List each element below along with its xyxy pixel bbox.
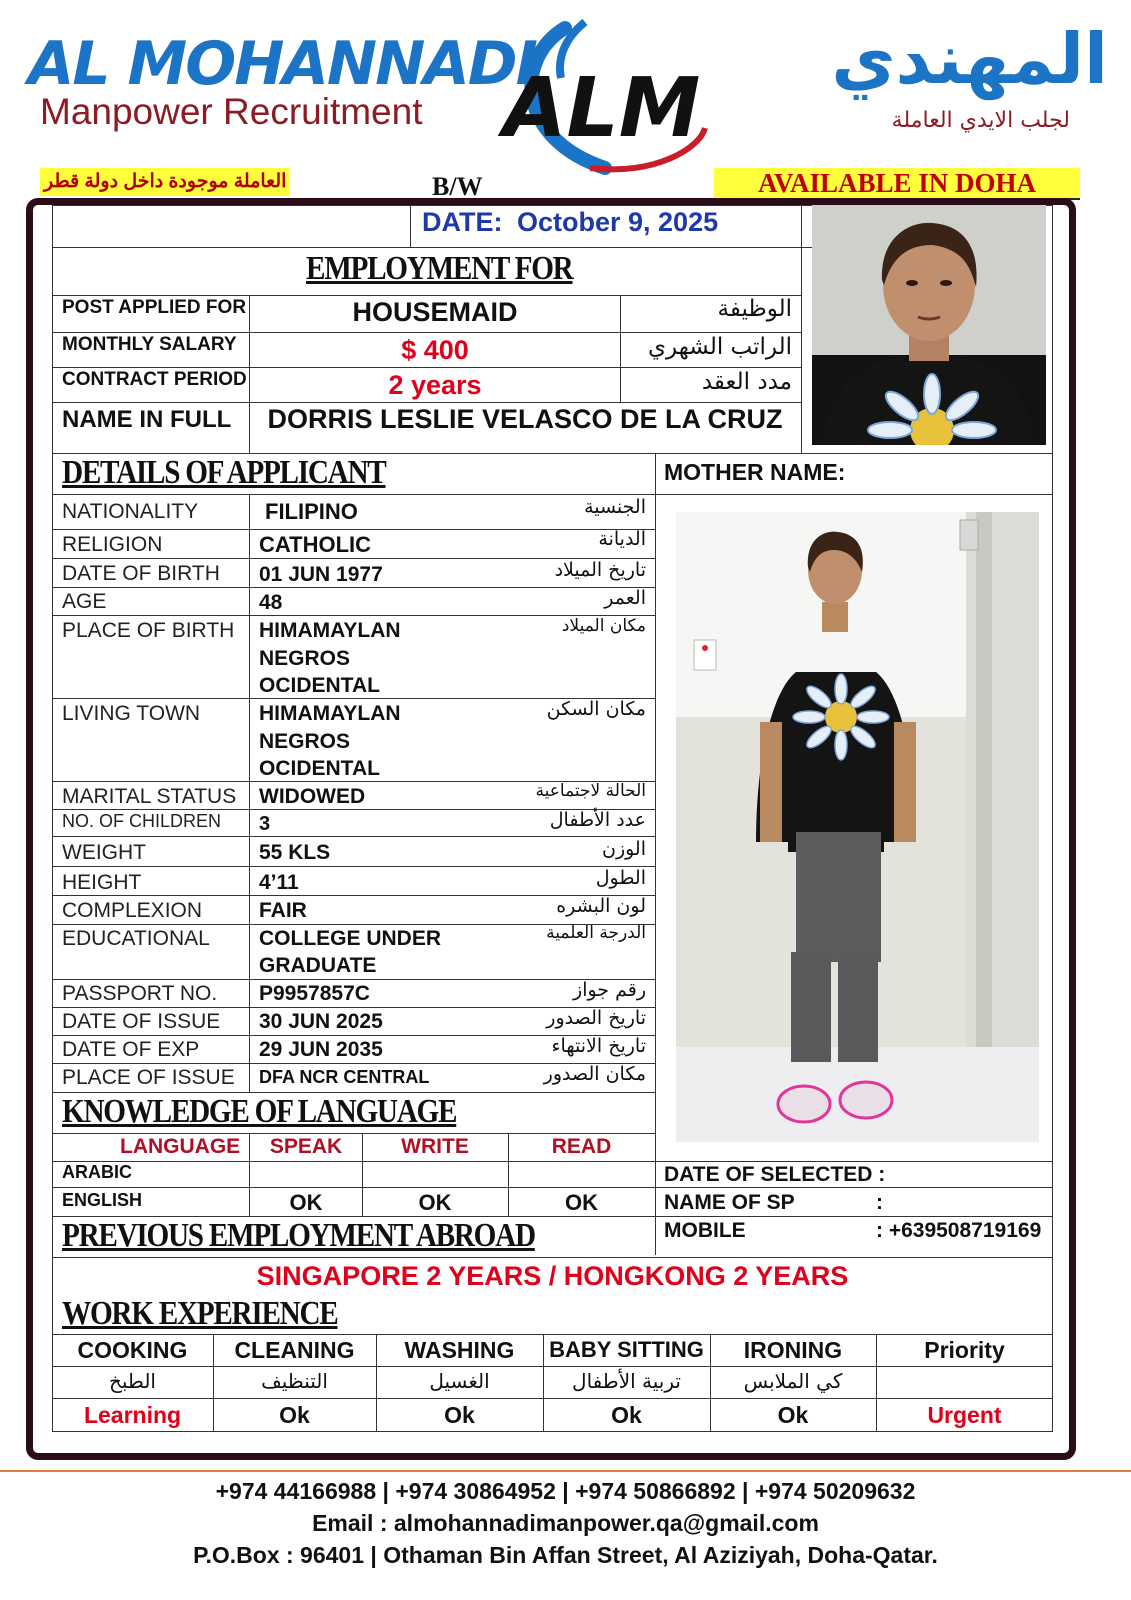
- height-label: HEIGHT: [62, 871, 142, 894]
- priority-level: Urgent: [927, 1402, 1002, 1428]
- arabic-language: ARABIC: [62, 1162, 132, 1182]
- employment-title: EMPLOYMENT FOR: [306, 250, 573, 287]
- brand-name-ar: المهندي: [831, 18, 1108, 100]
- brand-subtitle-ar: لجلب الايدي العاملة: [891, 108, 1070, 133]
- cooking-level: Learning: [83, 1402, 182, 1428]
- weight-value: 55 KLS: [259, 841, 331, 864]
- issue-date-ar: تاريخ الصدور: [546, 1007, 646, 1029]
- complexion-value: FAIR: [259, 899, 307, 922]
- children-value: 3: [259, 813, 271, 835]
- previous-employment-value: SINGAPORE 2 YEARS / HONGKONG 2 YEARS: [256, 1261, 849, 1291]
- monthly-salary-value: $ 400: [401, 335, 469, 365]
- nationality-label: NATIONALITY: [62, 500, 199, 523]
- issue-place-label: PLACE OF ISSUE: [62, 1066, 235, 1089]
- living-town-line1: HIMAMAYLAN: [259, 702, 401, 725]
- weight-label: WEIGHT: [62, 841, 146, 864]
- contract-period-ar: مدد العقد: [701, 369, 792, 395]
- date-label: DATE:: [422, 207, 503, 237]
- ironing-header: IRONING: [743, 1337, 843, 1363]
- post-applied-label: POST APPLIED FOR: [62, 297, 247, 318]
- inside-qatar-tag: العاملة موجودة داخل دولة قطر: [40, 168, 290, 196]
- education-label: EDUCATIONAL: [62, 927, 210, 950]
- education-line2: GRADUATE: [259, 954, 377, 977]
- place-of-birth-line2: NEGROS: [259, 647, 351, 670]
- living-town-line2: NEGROS: [259, 730, 351, 753]
- complexion-ar: لون البشره: [556, 895, 646, 917]
- post-applied-ar: الوظيفة: [717, 296, 792, 322]
- marital-status-ar: الحالة لاجتماعية: [535, 781, 646, 801]
- dob-ar: تاريخ الميلاد: [554, 559, 646, 581]
- baby-sitting-header: BABY SITTING: [549, 1337, 704, 1362]
- height-value: 4’11: [259, 871, 299, 894]
- baby-sitting-ar: تربية الأطفال: [572, 1369, 681, 1393]
- english-language: ENGLISH: [62, 1190, 143, 1210]
- mobile-value: : +639508719169: [876, 1219, 1042, 1242]
- religion-label: RELIGION: [62, 533, 163, 556]
- english-write: OK: [418, 1190, 452, 1215]
- education-ar: الدرجة العلمية: [546, 923, 646, 943]
- availability-banner: AVAILABLE IN DOHA: [714, 168, 1080, 200]
- expiry-date-ar: تاريخ الانتهاء: [551, 1035, 646, 1057]
- full-name-label: NAME IN FULL: [62, 406, 232, 433]
- issue-date-value: 30 JUN 2025: [259, 1010, 383, 1033]
- height-ar: الطول: [595, 867, 646, 889]
- date-selected-label: DATE OF SELECTED :: [664, 1163, 886, 1186]
- footer-email: Email : almohannadimanpower.qa@gmail.com: [312, 1510, 819, 1536]
- full-body-photo: [676, 512, 1039, 1142]
- passport-value: P9957857C: [259, 982, 370, 1005]
- place-of-birth-line1: HIMAMAYLAN: [259, 619, 401, 642]
- place-of-birth-label: PLACE OF BIRTH: [62, 619, 235, 642]
- baby-sitting-level: Ok: [611, 1402, 642, 1428]
- details-title: DETAILS OF APPLICANT: [62, 454, 386, 491]
- bw-label: B/W: [432, 172, 483, 201]
- children-ar: عدد الأطفال: [549, 809, 646, 831]
- mobile-label: MOBILE: [664, 1219, 746, 1242]
- brand-name-en: AL MOHANNADI: [28, 29, 536, 99]
- priority-header: Priority: [924, 1337, 1005, 1363]
- age-ar: العمر: [604, 587, 646, 609]
- living-town-ar: مكان السكن: [546, 698, 646, 720]
- place-of-birth-line3: OCIDENTAL: [259, 674, 380, 697]
- monthly-salary-ar: الراتب الشهري: [648, 334, 792, 360]
- expiry-date-value: 29 JUN 2035: [259, 1038, 383, 1061]
- brand-subtitle-en: Manpower Recruitment: [40, 91, 423, 132]
- passport-ar: رقم جواز: [573, 979, 646, 1001]
- weight-ar: الوزن: [601, 838, 646, 860]
- washing-ar: الغسيل: [429, 1369, 490, 1393]
- post-applied-value: HOUSEMAID: [352, 297, 518, 327]
- footer-address: P.O.Box : 96401 | Othaman Bin Affan Street, Al Aziziyah, Doha-Qatar.: [193, 1542, 938, 1568]
- footer-phones: +974 44166988 | +974 30864952 | +974 50866892 | +974 50209632: [215, 1478, 916, 1504]
- monthly-salary-label: MONTHLY SALARY: [62, 334, 237, 355]
- issue-place-value: DFA NCR CENTRAL: [259, 1067, 430, 1087]
- speak-col-header: SPEAK: [269, 1135, 343, 1158]
- dob-value: 01 JUN 1977: [259, 563, 383, 586]
- ironing-level: Ok: [777, 1402, 809, 1428]
- religion-ar: الديانة: [598, 528, 646, 550]
- contract-period-value: 2 years: [388, 370, 482, 400]
- cooking-ar: الطبخ: [108, 1369, 156, 1393]
- washing-level: Ok: [444, 1402, 475, 1428]
- expiry-date-label: DATE OF EXP: [62, 1038, 200, 1061]
- english-speak: OK: [289, 1190, 323, 1215]
- issue-date-label: DATE OF ISSUE: [62, 1010, 221, 1033]
- contract-period-label: CONTRACT PERIOD: [62, 369, 247, 390]
- marital-status-value: WIDOWED: [259, 785, 366, 808]
- age-value: 48: [259, 591, 283, 614]
- sp-name-label: NAME OF SP: [664, 1191, 795, 1214]
- portrait-photo: [812, 205, 1046, 445]
- previous-employment-title: PREVIOUS EMPLOYMENT ABROAD: [62, 1217, 535, 1254]
- cleaning-ar: التنظيف: [261, 1369, 328, 1393]
- mother-name-label: MOTHER NAME:: [664, 459, 846, 485]
- cleaning-header: CLEANING: [234, 1337, 355, 1363]
- logo-text: ALM: [503, 61, 701, 156]
- nationality-ar: الجنسية: [584, 496, 646, 518]
- complexion-label: COMPLEXION: [62, 899, 203, 922]
- cleaning-level: Ok: [279, 1402, 310, 1428]
- date-value: October 9, 2025: [517, 207, 719, 237]
- living-town-label: LIVING TOWN: [62, 702, 201, 725]
- sp-name-colon: :: [876, 1191, 883, 1214]
- work-experience-title: WORK EXPERIENCE: [62, 1295, 338, 1332]
- children-label: NO. OF CHILDREN: [62, 811, 222, 831]
- english-read: OK: [565, 1190, 598, 1215]
- cooking-header: COOKING: [77, 1337, 188, 1363]
- nationality-value: FILIPINO: [265, 499, 358, 524]
- religion-value: CATHOLIC: [259, 532, 372, 557]
- education-line1: COLLEGE UNDER: [259, 927, 442, 950]
- ironing-ar: كي الملابس: [743, 1369, 843, 1393]
- full-name-value: DORRIS LESLIE VELASCO DE LA CRUZ: [267, 404, 783, 434]
- language-col-header: LANGUAGE: [120, 1135, 241, 1158]
- dob-label: DATE OF BIRTH: [62, 562, 220, 585]
- language-title: KNOWLEDGE OF LANGUAGE: [62, 1093, 457, 1130]
- marital-status-label: MARITAL STATUS: [62, 785, 237, 808]
- read-col-header: READ: [551, 1135, 612, 1158]
- age-label: AGE: [62, 590, 107, 613]
- issue-place-ar: مكان الصدور: [543, 1063, 646, 1085]
- passport-label: PASSPORT NO.: [62, 982, 218, 1005]
- washing-header: WASHING: [404, 1337, 515, 1363]
- place-of-birth-ar: مكان الميلاد: [561, 616, 646, 636]
- write-col-header: WRITE: [401, 1135, 469, 1158]
- alm-logo: [495, 18, 735, 176]
- living-town-line3: OCIDENTAL: [259, 757, 380, 780]
- footer-divider: [0, 1470, 1131, 1472]
